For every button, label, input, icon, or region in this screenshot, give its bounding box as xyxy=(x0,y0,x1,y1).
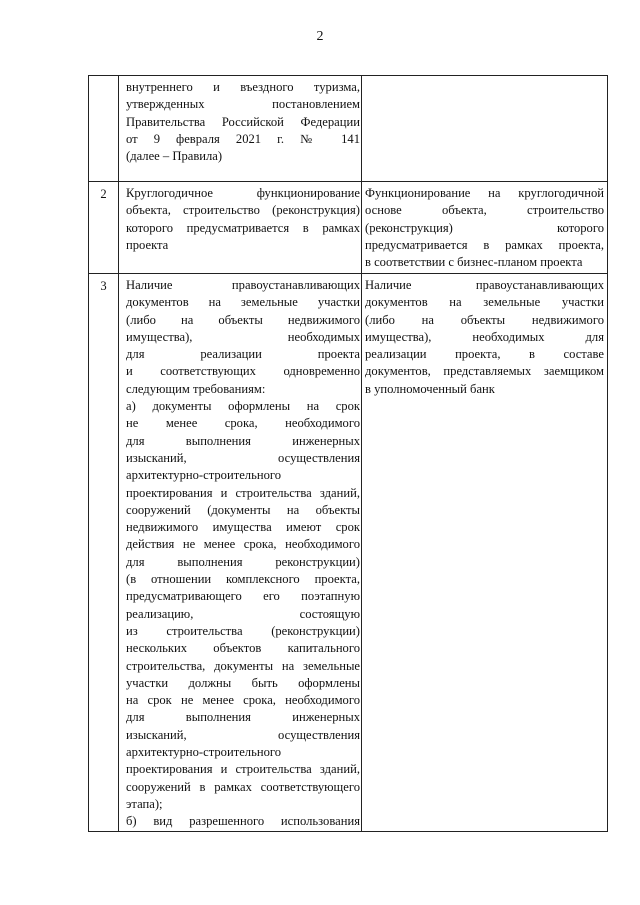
text-line: на срок не менее срока, необходимого xyxy=(126,693,360,708)
text-line: следующим требованиям: xyxy=(126,381,266,396)
text-line: реализации проекта, в составе xyxy=(365,347,604,362)
text-line: Правительства Российской Федерации xyxy=(126,114,360,129)
text-line: Наличие правоустанавливающих xyxy=(365,278,604,292)
page-number: 2 xyxy=(316,29,324,44)
row-number: 3 xyxy=(89,274,119,832)
text-line: архитектурно-строительного xyxy=(126,468,282,483)
text-line: участки должны быть оформлены xyxy=(126,675,360,690)
text-line: Наличие правоустанавливающих xyxy=(126,278,360,292)
text-line: (далее – Правила) xyxy=(126,149,223,164)
text-line: проекта xyxy=(126,237,169,252)
row-number xyxy=(89,76,119,182)
row-number: 2 xyxy=(89,182,119,274)
requirements-table xyxy=(88,75,608,832)
text-line: (либо на объекты недвижимого xyxy=(126,312,360,327)
text-line: имущества), необходимых для xyxy=(365,329,604,344)
text-line: для реализации проекта xyxy=(126,347,360,362)
assessment-cell xyxy=(362,182,608,274)
text-line: которого предусматривается в рамках xyxy=(126,220,360,235)
criterion-cell xyxy=(119,274,362,832)
text-line: и соответствующих одновременно xyxy=(126,364,360,379)
text-line: для выполнения реконструкции) xyxy=(126,554,360,569)
text-line: в уполномоченный банк xyxy=(365,381,495,396)
text-line: для выполнения инженерных xyxy=(126,710,360,725)
text-line: действия не менее срока, необходимого xyxy=(126,537,360,552)
table-row xyxy=(89,182,608,274)
assessment-cell xyxy=(362,274,608,832)
text-line: Функционирование на круглогодичной xyxy=(365,186,604,200)
text-line: от 9 февраля 2021 г. № 141 xyxy=(126,131,360,146)
text-line: основе объекта, строительство xyxy=(365,203,604,218)
text-line: объекта, строительство (реконструкция) xyxy=(126,203,360,218)
text-line: утвержденных постановлением xyxy=(126,97,360,112)
text-line: документов на земельные участки xyxy=(126,295,360,310)
text-line: а) документы оформлены на срок xyxy=(126,399,360,414)
text-line: изысканий, осуществления xyxy=(126,727,360,742)
text-line: изысканий, осуществления xyxy=(126,450,360,465)
criterion-cell xyxy=(119,182,362,274)
text-line: этапа); xyxy=(126,796,163,811)
text-line: внутреннего и въездного туризма, xyxy=(126,80,360,94)
text-line: имущества), необходимых xyxy=(126,329,360,344)
table-row xyxy=(89,76,608,182)
text-line: (реконструкция) которого xyxy=(365,220,604,235)
text-line: б) вид разрешенного использования xyxy=(126,814,360,829)
text-line: из строительства (реконструкции) xyxy=(126,623,360,638)
text-line: проектирования и строительства зданий, xyxy=(126,485,360,500)
text-line: недвижимого имущества имеют срок xyxy=(126,520,360,535)
text-line: сооружений (документы на объекты xyxy=(126,502,360,517)
text-line: сооружений в рамках соответствующего xyxy=(126,779,360,794)
text-line: нескольких объектов капитального xyxy=(126,641,360,656)
assessment-cell xyxy=(362,76,608,182)
text-line: (либо на объекты недвижимого xyxy=(365,312,604,327)
text-line: (в отношении комплексного проекта, xyxy=(126,572,360,587)
text-line: строительства, документы на земельные xyxy=(126,658,360,673)
text-line: предусматривающего его поэтапную xyxy=(126,589,360,604)
text-line: проектирования и строительства зданий, xyxy=(126,762,360,777)
text-line: не менее срока, необходимого xyxy=(126,416,360,431)
text-line: архитектурно-строительного xyxy=(126,745,282,760)
text-line: Круглогодичное функционирование xyxy=(126,186,360,200)
text-line: документов, представляемых заемщиком xyxy=(365,364,604,379)
table-row xyxy=(89,274,608,832)
text-line: для выполнения инженерных xyxy=(126,433,360,448)
text-line: в соответствии с бизнес-планом проекта xyxy=(365,255,583,270)
text-line: предусматривается в рамках проекта, xyxy=(365,237,604,252)
text-line: реализацию, состоящую xyxy=(126,606,360,621)
criterion-cell xyxy=(119,76,362,182)
text-line: документов на земельные участки xyxy=(365,295,604,310)
